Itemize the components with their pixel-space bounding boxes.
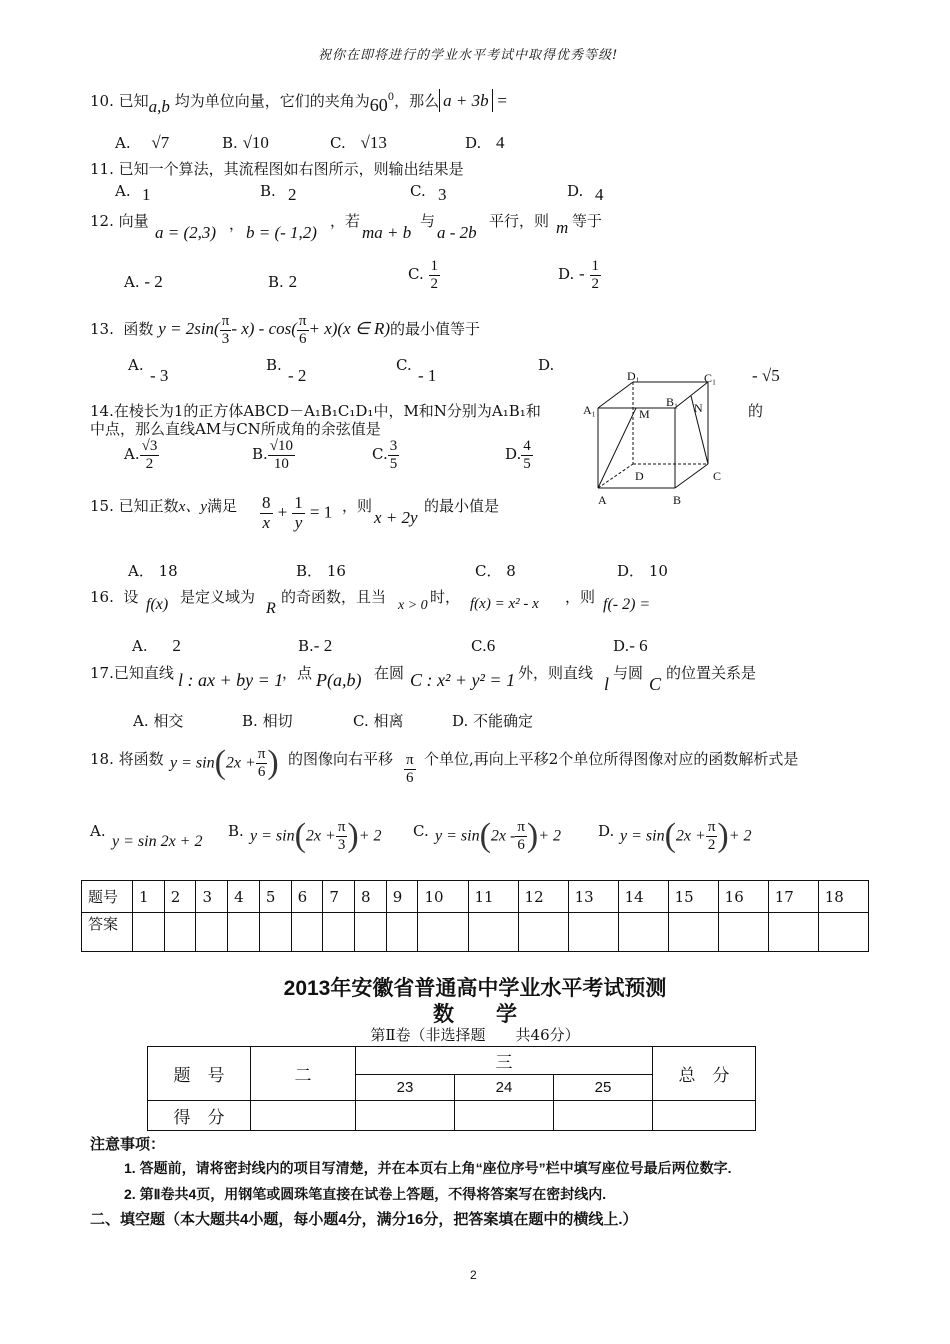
q14-option-b: B. $\frac{√10}{10}$ xyxy=(252,438,294,472)
answer-col-10: 10 xyxy=(418,881,468,913)
q16-option-d: D.- 6 xyxy=(613,636,648,655)
q11-option-b: B. 2 xyxy=(260,182,297,204)
q18-function: y = sin(2x + $\frac{\pi}{6}$ ) xyxy=(170,744,279,781)
score-header-er: 二 xyxy=(251,1047,356,1101)
q16-def: f(x) = x² - x xyxy=(470,596,539,612)
score-cell[interactable] xyxy=(653,1101,756,1131)
q17-circle: C : x² + y² = 1 xyxy=(410,670,516,690)
answer-cell[interactable] xyxy=(468,913,518,952)
q17-option-a: A. 相交 xyxy=(133,712,184,730)
q17-c: C xyxy=(649,674,662,694)
question-16: 16. 设 xyxy=(90,588,139,606)
q15-expr: x + 2y xyxy=(374,508,418,527)
answer-col-9: 9 xyxy=(386,881,418,913)
answer-col-16: 16 xyxy=(718,881,768,913)
part2-title: 2013年安徽省普通高中学业水平考试预测 xyxy=(283,977,667,1000)
q18-option-d-value: y = sin(2x + $\frac{\pi}{2}$ )+ 2 xyxy=(620,817,752,854)
q12-option-d: D. - $\frac{1}{2}$ xyxy=(558,258,599,292)
label-a1: A₁ xyxy=(583,403,596,417)
q16-ask: f(- 2) = xyxy=(603,596,651,613)
notes-title: 注意事项： xyxy=(90,1136,166,1153)
page-number: 2 xyxy=(470,1268,477,1282)
q12-text: 等于 xyxy=(572,212,603,230)
label-b: B xyxy=(673,493,682,507)
answer-table-header-num: 题号 xyxy=(82,881,133,913)
label-c: C xyxy=(713,469,722,483)
answer-cell[interactable] xyxy=(196,913,228,952)
answer-cell[interactable] xyxy=(718,913,768,952)
answer-col-15: 15 xyxy=(668,881,718,913)
score-header-tihao: 题 号 xyxy=(148,1047,251,1101)
label-n: N xyxy=(694,401,703,415)
q12-text: 与 xyxy=(420,212,436,230)
question-15: 15. 已知正数x、y满足 xyxy=(90,497,237,515)
answer-col-17: 17 xyxy=(768,881,818,913)
answer-col-8: 8 xyxy=(355,881,387,913)
q16-option-c: C.6 xyxy=(471,636,496,655)
answer-col-12: 12 xyxy=(518,881,568,913)
q18-option-d: D. xyxy=(598,822,615,840)
answer-col-5: 5 xyxy=(259,881,291,913)
q17-option-d: D. 不能确定 xyxy=(452,712,534,730)
q18-text: 的图像向右平移 xyxy=(288,750,394,768)
score-header-23: 23 xyxy=(356,1075,455,1101)
q12-vector-b: b = (- 1,2) xyxy=(246,223,317,242)
q13-option-d-value: - √5 xyxy=(752,366,780,385)
q15-text: 的最小值是 xyxy=(424,497,500,515)
question-14-line2: 中点，那么直线AM与CN所成角的余弦值是 xyxy=(90,420,381,438)
q18-option-c-value: y = sin(2x - $\frac{\pi}{6}$ )+ 2 xyxy=(435,817,562,854)
volume-subtitle: 第Ⅱ卷（非选择题 共46分） xyxy=(370,1026,580,1044)
score-header-san: 三 xyxy=(356,1047,653,1075)
answer-cell[interactable] xyxy=(323,913,355,952)
cube-figure xyxy=(580,370,740,510)
label-a: A xyxy=(598,493,607,507)
answer-col-7: 7 xyxy=(323,881,355,913)
score-table xyxy=(147,1046,756,1131)
q16-r: R xyxy=(266,600,276,617)
q14-option-d: D. $\frac{4}{5}$ xyxy=(505,438,531,472)
section-2-heading: 二、填空题（本大题共4小题，每小题4分，满分16分，把答案填在题中的横线上.） xyxy=(90,1211,638,1228)
notes-item-1: 1. 答题前，请将密封线内的项目写清楚，并在本页右上角“座位序号”栏中填写座位号最后两位数字. xyxy=(124,1160,732,1176)
q17-line: l : ax + by = 1 xyxy=(178,670,284,690)
q16-text: 的奇函数，且当 xyxy=(281,588,387,606)
answer-col-6: 6 xyxy=(291,881,323,913)
question-17: 17.已知直线 xyxy=(90,664,174,682)
q10-option-c: C. √13 xyxy=(330,133,387,152)
q17-text: 在圆 xyxy=(374,664,405,682)
answer-cell[interactable] xyxy=(164,913,196,952)
q12-m: m xyxy=(556,218,569,237)
label-d: D xyxy=(635,469,644,483)
answer-cell[interactable] xyxy=(818,913,868,952)
q18-option-a: A. xyxy=(90,822,106,840)
q17-text: 的位置关系是 xyxy=(666,664,757,682)
q12-option-a: A. - 2 xyxy=(124,272,163,291)
score-cell[interactable] xyxy=(455,1101,554,1131)
question-13: 13. 函数 y = 2sin( $\frac{\pi}{3}$ - x) - cos( $\frac{\pi}{6}$ + x)(x ∈ R)的最小值等于 xyxy=(90,313,481,347)
question-11: 11. 已知一个算法，其流程图如右图所示，则输出结果是 xyxy=(90,160,464,178)
score-cell[interactable] xyxy=(251,1101,356,1131)
q17-option-c: C. 相离 xyxy=(353,712,404,730)
q16-text: 是定义域为 xyxy=(180,588,256,606)
answer-cell[interactable] xyxy=(518,913,568,952)
q13-option-b: B. - 2 xyxy=(266,356,307,385)
answer-col-14: 14 xyxy=(618,881,668,913)
question-14-line1: 14.在棱长为1的正方体ABCD－A₁B₁C₁D₁中，M和N分别为A₁B₁和 xyxy=(90,402,541,420)
answer-cell[interactable] xyxy=(618,913,668,952)
q16-option-a: A. 2 xyxy=(132,636,181,655)
q12-option-c: C. $\frac{1}{2}$ xyxy=(408,258,438,292)
subject-title: 数 学 xyxy=(433,1003,517,1026)
answer-cell[interactable] xyxy=(386,913,418,952)
q17-point: P(a,b) xyxy=(316,670,362,690)
q12-expr2: a - 2b xyxy=(437,223,477,242)
label-m: M xyxy=(639,407,650,421)
q15-option-d: D． 10 xyxy=(617,562,668,580)
question-12: 12. 向量 xyxy=(90,212,149,230)
q13-option-d: D. xyxy=(538,356,555,374)
answer-col-11: 11 xyxy=(468,881,518,913)
q15-option-a: A． 18 xyxy=(128,562,178,580)
q13-option-c: C. - 1 xyxy=(396,356,437,385)
score-cell[interactable] xyxy=(554,1101,653,1131)
q16-f: f(x) xyxy=(146,596,169,613)
q16-option-b: B.- 2 xyxy=(298,636,333,655)
q11-option-a: A. 1 xyxy=(115,182,151,204)
q15-equation: $\frac{8}{x}$ + $\frac{1}{y}$ = 1 xyxy=(262,493,333,532)
q14-option-a: A. $\frac{√3}{2}$ xyxy=(124,438,158,472)
answer-cell[interactable] xyxy=(259,913,291,952)
q18-option-c: C. xyxy=(413,822,429,840)
answer-cell[interactable] xyxy=(418,913,468,952)
question-10: 10. 已知a,b 均为单位向量，它们的夹角为$60^0$，那么 a + 3b = xyxy=(90,91,507,116)
q18-option-a-value: y = sin 2x + 2 xyxy=(112,833,203,850)
q10-option-b: B. √10 xyxy=(222,133,269,152)
answer-table xyxy=(81,880,869,952)
question-14-line1b: 的 xyxy=(748,402,764,420)
score-cell[interactable] xyxy=(356,1101,455,1131)
score-header-total: 总 分 xyxy=(653,1047,756,1101)
label-d1: D₁ xyxy=(627,370,640,383)
q17-text: 外，则直线 xyxy=(518,664,594,682)
q10-option-d: D. 4 xyxy=(465,133,505,152)
q15-text: ，则 xyxy=(342,497,373,515)
score-row-defen: 得 分 xyxy=(148,1101,251,1131)
q18-text: 个单位,再向上平移2个单位所得图像对应的函数解析式是 xyxy=(424,750,799,768)
q12-text: 平行，则 xyxy=(489,212,550,230)
q11-option-d: D. 4 xyxy=(567,182,604,204)
question-18: 18. 将函数 xyxy=(90,750,164,768)
answer-col-1: 1 xyxy=(133,881,165,913)
q18-option-b-value: y = sin(2x + $\frac{\pi}{3}$ )+ 2 xyxy=(250,817,382,854)
q12-text: ，若 xyxy=(330,212,361,230)
answer-col-18: 18 xyxy=(818,881,868,913)
q18-shift: $\frac{\pi}{6}$ xyxy=(406,752,414,786)
q13-option-a: A. - 3 xyxy=(128,356,169,385)
answer-cell[interactable] xyxy=(355,913,387,952)
q17-text: ，点 xyxy=(282,664,313,682)
q16-cond: x > 0 xyxy=(398,598,428,613)
score-header-24: 24 xyxy=(455,1075,554,1101)
answer-cell[interactable] xyxy=(768,913,818,952)
answer-col-4: 4 xyxy=(228,881,260,913)
answer-col-13: 13 xyxy=(568,881,618,913)
q16-text: 时， xyxy=(430,588,461,606)
q17-l: l xyxy=(604,674,610,694)
label-b1: B₁ xyxy=(666,395,679,409)
answer-col-2: 2 xyxy=(164,881,196,913)
q17-text: 与圆 xyxy=(613,664,644,682)
answer-cell[interactable] xyxy=(228,913,260,952)
q18-option-b: B. xyxy=(228,822,244,840)
q12-comma: ， xyxy=(229,215,245,233)
answer-cell[interactable] xyxy=(291,913,323,952)
q14-option-c: C. $\frac{3}{5}$ xyxy=(372,438,398,472)
q15-option-c: C． 8 xyxy=(475,562,516,580)
q17-option-b: B. 相切 xyxy=(242,712,293,730)
answer-cell[interactable] xyxy=(133,913,165,952)
q16-text: ，则 xyxy=(565,588,596,606)
page-header: 祝你在即将进行的学业水平考试中取得优秀等级! xyxy=(318,48,619,63)
q15-option-b: B． 16 xyxy=(296,562,346,580)
q12-vector-a: a = (2,3) xyxy=(155,223,217,242)
answer-table-header-ans: 答案 xyxy=(82,913,133,952)
q10-option-a: A. √7 xyxy=(115,133,170,152)
answer-cell[interactable] xyxy=(668,913,718,952)
label-c1: C₁ xyxy=(704,371,717,385)
q12-expr1: ma + b xyxy=(362,223,412,242)
notes-item-2: 2. 第Ⅱ卷共4页，用钢笔或圆珠笔直接在试卷上答题，不得将答案写在密封线内. xyxy=(124,1186,607,1202)
score-header-25: 25 xyxy=(554,1075,653,1101)
answer-cell[interactable] xyxy=(568,913,618,952)
q12-option-b: B. 2 xyxy=(268,272,298,291)
q11-option-c: C. 3 xyxy=(410,182,447,204)
answer-col-3: 3 xyxy=(196,881,228,913)
